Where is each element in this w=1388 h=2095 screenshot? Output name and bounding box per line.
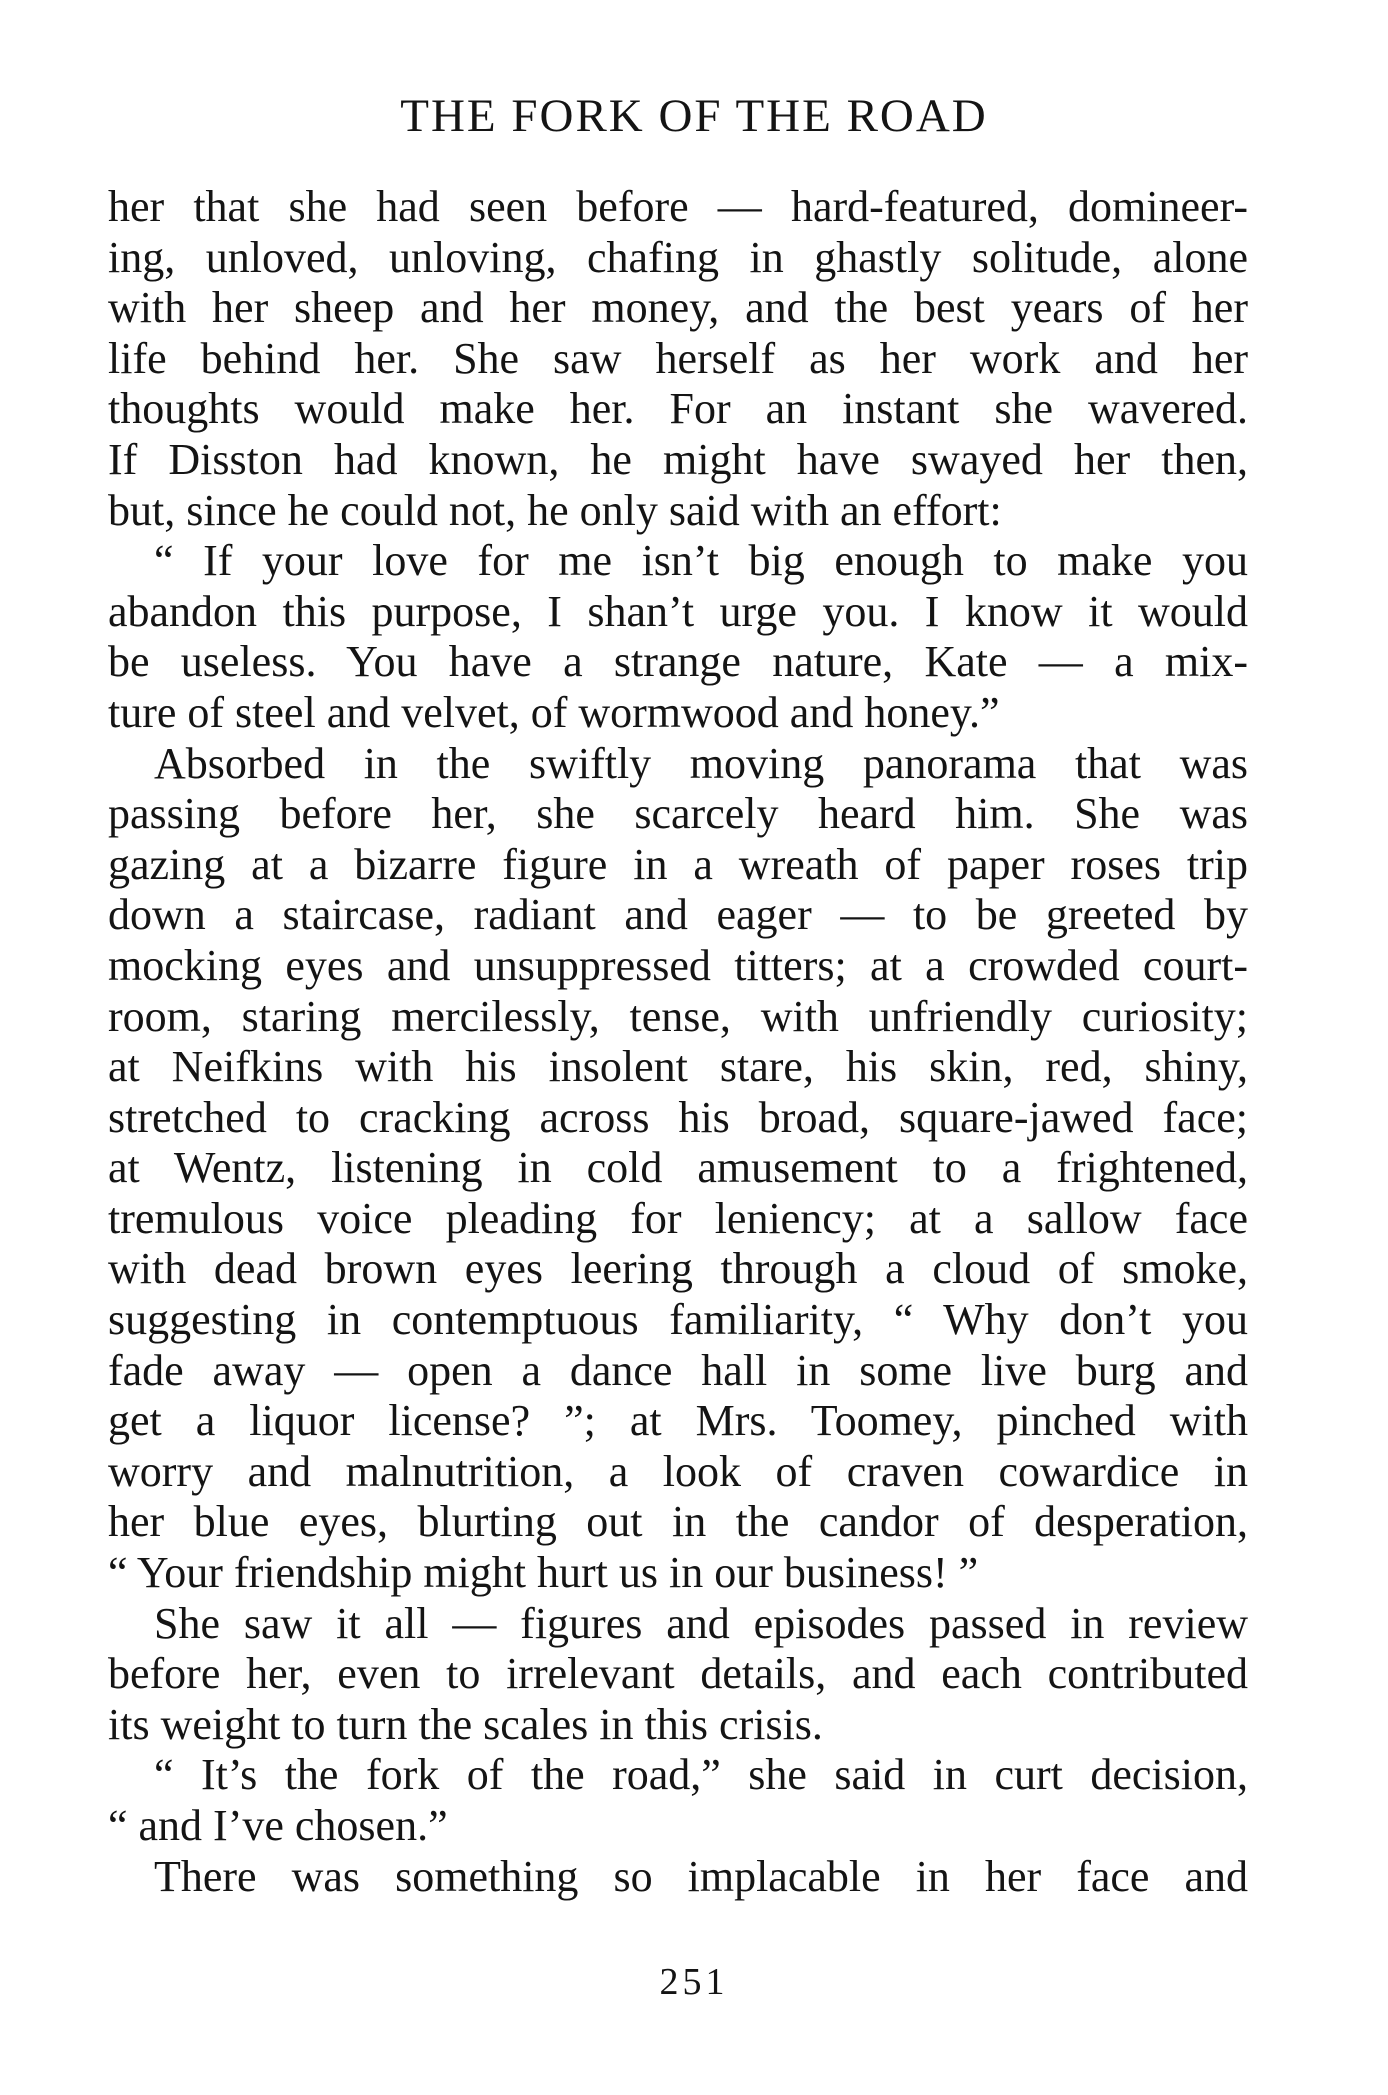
text-line: mocking eyes and unsuppressed titters; at a crowded court- bbox=[108, 940, 1248, 990]
text-line: her that she had seen before — hard-featured, domineer- bbox=[108, 182, 1248, 231]
text-line: at Wentz, listening in cold amusement to a frightened, bbox=[108, 1143, 1248, 1193]
text-line: ing, unloved, unloving, chafing in ghastly solitude, alone bbox=[108, 232, 1248, 282]
text-line: before her, even to irrelevant details, and each contributed bbox=[108, 1649, 1248, 1699]
text-line: There was something so implacable in her face and bbox=[154, 1851, 1248, 1901]
text-line: tremulous voice pleading for leniency; at a sallow face bbox=[108, 1193, 1248, 1243]
page-number: 251 bbox=[659, 1961, 729, 2003]
body-text bbox=[108, 182, 1248, 1902]
text-line: worry and malnutrition, a look of craven cowardice in bbox=[108, 1446, 1248, 1496]
text-line: with her sheep and her money, and the best years of her bbox=[108, 283, 1248, 333]
text-line: stretched to cracking across his broad, square-jawed face; bbox=[108, 1092, 1248, 1142]
text-line: “ It’s the fork of the road,” she said in curt decision, bbox=[154, 1750, 1248, 1800]
text-line: life behind her. She saw herself as her work and her bbox=[108, 333, 1248, 383]
text-line: fade away — open a dance hall in some live burg and bbox=[108, 1345, 1248, 1395]
text-line: be useless. You have a strange nature, Kate — a mix- bbox=[108, 637, 1248, 687]
text-line: room, staring mercilessly, tense, with unfriendly curiosity; bbox=[108, 991, 1248, 1041]
text-line: suggesting in contemptuous familiarity, “ Why don’t you bbox=[108, 1295, 1248, 1345]
text-line: ture of steel and velvet, of wormwood and honey.” bbox=[108, 687, 1000, 737]
text-line: “ If your love for me isn’t big enough to make you bbox=[154, 536, 1248, 586]
text-line: passing before her, she scarcely heard him. She was bbox=[108, 789, 1248, 839]
text-line: “ Your friendship might hurt us in our business! ” bbox=[108, 1548, 979, 1598]
text-line: its weight to turn the scales in this crisis. bbox=[108, 1699, 823, 1749]
text-line: at Neifkins with his insolent stare, his skin, red, shiny, bbox=[108, 1042, 1248, 1092]
text-line: Absorbed in the swiftly moving panorama that was bbox=[154, 738, 1248, 788]
text-line: get a liquor license? ”; at Mrs. Toomey, pinched with bbox=[108, 1396, 1248, 1446]
text-line: She saw it all — figures and episodes passed in review bbox=[154, 1598, 1248, 1648]
text-line: gazing at a bizarre figure in a wreath of paper roses trip bbox=[108, 839, 1248, 889]
text-line: her blue eyes, blurting out in the candor of desperation, bbox=[108, 1497, 1248, 1547]
running-head-title: THE FORK OF THE ROAD bbox=[400, 90, 988, 142]
text-line: “ and I’ve chosen.” bbox=[108, 1801, 448, 1850]
text-line: If Disston had known, he might have swayed her then, bbox=[108, 434, 1248, 484]
text-line: but, since he could not, he only said with an effort: bbox=[108, 485, 1002, 535]
text-line: abandon this purpose, I shan’t urge you. I know it would bbox=[108, 586, 1248, 636]
text-line: thoughts would make her. For an instant she wavered. bbox=[108, 384, 1248, 434]
text-line: with dead brown eyes leering through a cloud of smoke, bbox=[108, 1244, 1248, 1294]
text-line: down a staircase, radiant and eager — to be greeted by bbox=[108, 890, 1248, 940]
